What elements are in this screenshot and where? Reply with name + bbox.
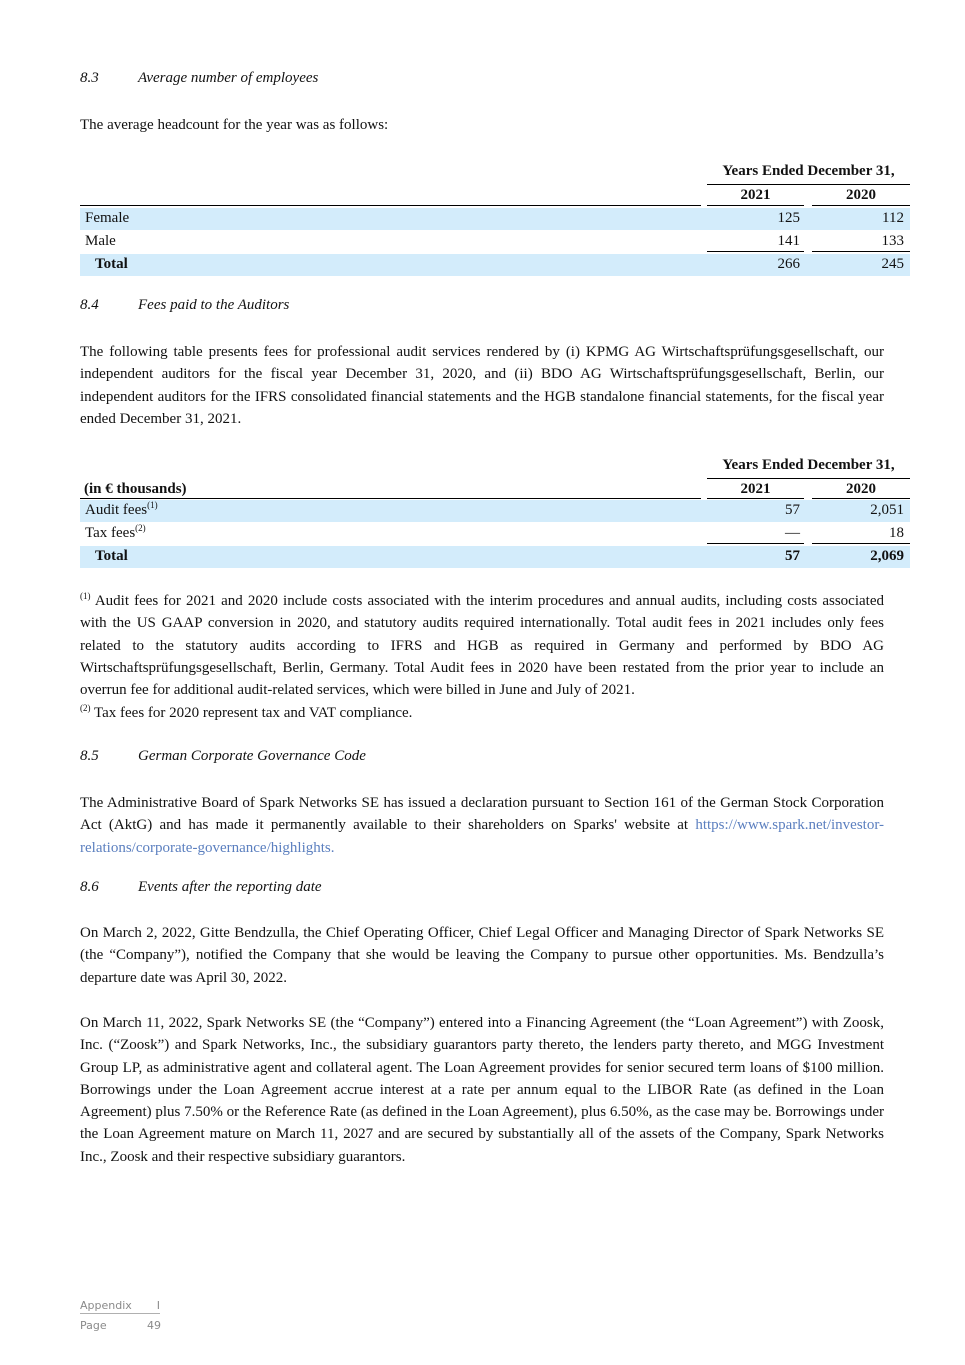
value-2021: 125 [777, 210, 800, 226]
row-label: Total [95, 256, 128, 272]
value-2020: 112 [882, 210, 904, 226]
column-header-2020: 2020 [846, 481, 876, 497]
table-row-total [80, 546, 910, 568]
section-8-5-heading [80, 748, 680, 768]
section-title: Fees paid to the Auditors [138, 297, 290, 313]
footnote-ref: (2) [135, 523, 146, 533]
row-label: Tax fees$^{(2)}$ [85, 523, 146, 541]
footnote-ref: (1) [147, 500, 158, 510]
section-number: 8.6 [80, 879, 99, 895]
section-number: 8.3 [80, 70, 99, 86]
table-row [80, 523, 910, 545]
headcount-intro: The average headcount for the year was as follows: [80, 117, 389, 133]
footer-section-label: Appendix [80, 1299, 132, 1312]
page-footer [80, 1299, 280, 1339]
section-number: 8.4 [80, 297, 99, 313]
section-title: Average number of employees [138, 70, 319, 86]
row-label: Male [85, 233, 116, 249]
auditor-fees-intro: The following table presents fees for professional audit services rendered by (i) KPMG AG Wirtschaftsprüfungsgesellschaft, our independent auditors for the fiscal year December 31, 2020, and (ii) BDO AG Wirtschaftsprüfungsgesellschaft, Berlin, our independent auditors for the IFRS consolidated financial statements and the HGB standalone financial statements, for the fiscal year ended December 31, 2021. [80, 344, 884, 427]
footnote-mark: (1) [80, 591, 91, 601]
footnote-mark: (2) [80, 703, 91, 713]
section-8-6-heading [80, 879, 680, 899]
row-label: Total [95, 548, 128, 564]
events-paragraph-2: On March 11, 2022, Spark Networks SE (the “Company”) entered into a Financing Agreement (the “Loan Agreement”) with Zoosk, Inc. (“Zoosk”) and Spark Networks, Inc., the subsidiary guarantors party thereto, the lenders party thereto, and MGG Investment Group LP, as administrative agent and collateral agent. The Loan Agreement provides for senior secured term loans of $100 million. Borrowings under the Loan Agreement accrue interest at a rate per annum equal to the LIBOR Rate (as defined in the Loan Agreement) plus 7.50% or the Reference Rate (as defined in the Loan Agreement), plus 6.50%, as the case may be. Borrowings under the Loan Agreement mature on March 11, 2027 and are secured by substantially all of the assets of the Company, Spark Networks Inc., Zoosk and their respective subsidiary guarantors. [80, 1015, 884, 1165]
column-header-2020: 2020 [846, 187, 876, 203]
section-8-4-heading [80, 297, 680, 317]
table-row [80, 231, 910, 253]
table-span-header: Years Ended December 31, [722, 163, 895, 179]
value-2021: 57 [785, 548, 800, 564]
section-title: German Corporate Governance Code [138, 748, 366, 764]
footer-separator: I [156, 1299, 161, 1312]
column-header-2021: 2021 [740, 187, 771, 203]
footnote-2: $^{(2)}$ Tax fees for 2020 represent tax and VAT compliance. [80, 703, 413, 721]
section-number: 8.5 [80, 748, 99, 764]
footnote-1: $^{(1)}$ Audit fees for 2021 and 2020 include costs associated with the interim procedures and annual audits, including costs associated with the US GAAP conversion in 2020, and statutory audits required internationally. Total audit fees in 2021 includes only fees related to the statutory audits according to IFRS and HGB as required in Germany and performed by BDO AG Wirtschaftsprüfungsgesellschaft, Berlin, Germany. Total Audit fees in 2020 have been restated from the prior year to include an overrun fee for additional audit-related services, which were billed in June and July of 2021. [80, 591, 884, 699]
value-2021: 141 [777, 233, 800, 249]
events-paragraph-1: On March 2, 2022, Gitte Bendzulla, the Chief Operating Officer, Chief Legal Officer and Managing Director of Spark Networks SE (the “Company”), notified the Company that she would be leaving the Company to pursue other opportunities. Ms. Bendzulla’s departure date was April 30, 2022. [80, 925, 884, 986]
table-row [80, 208, 910, 230]
column-header-2021: 2021 [740, 481, 771, 497]
value-2020: 245 [881, 256, 904, 272]
page-number: 49 [147, 1319, 161, 1332]
row-label: Female [85, 210, 130, 226]
governance-paragraph: The Administrative Board of Spark Networks SE has issued a declaration pursuant to Section 161 of the German Stock Corporation Act (AktG) and has made it permanently available to their shareholders on Sparks' website at https://www.spark.net/investor-relations/corporate-governance/highlights. [80, 795, 885, 856]
value-2020: 2,069 [870, 548, 904, 564]
value-2021: 266 [777, 256, 800, 272]
table-span-header: Years Ended December 31, [722, 457, 895, 473]
unit-label: (in € thousands) [84, 481, 187, 497]
section-title: Events after the reporting date [138, 879, 322, 895]
footer-page-label: Page [80, 1319, 107, 1332]
table-row-total [80, 254, 910, 276]
value-2020: 18 [889, 525, 904, 541]
value-2021: 57 [785, 502, 800, 518]
value-2020: 2,051 [870, 502, 904, 518]
value-2021: — [785, 525, 800, 541]
value-2020: 133 [881, 233, 904, 249]
row-label: Audit fees$^{(1)}$ [85, 500, 158, 518]
governance-link[interactable]: https://www.spark.net/investor-relations/corporate-governance/highlights. [80, 817, 885, 856]
table-row [80, 500, 910, 522]
section-8-3-heading [80, 70, 680, 90]
